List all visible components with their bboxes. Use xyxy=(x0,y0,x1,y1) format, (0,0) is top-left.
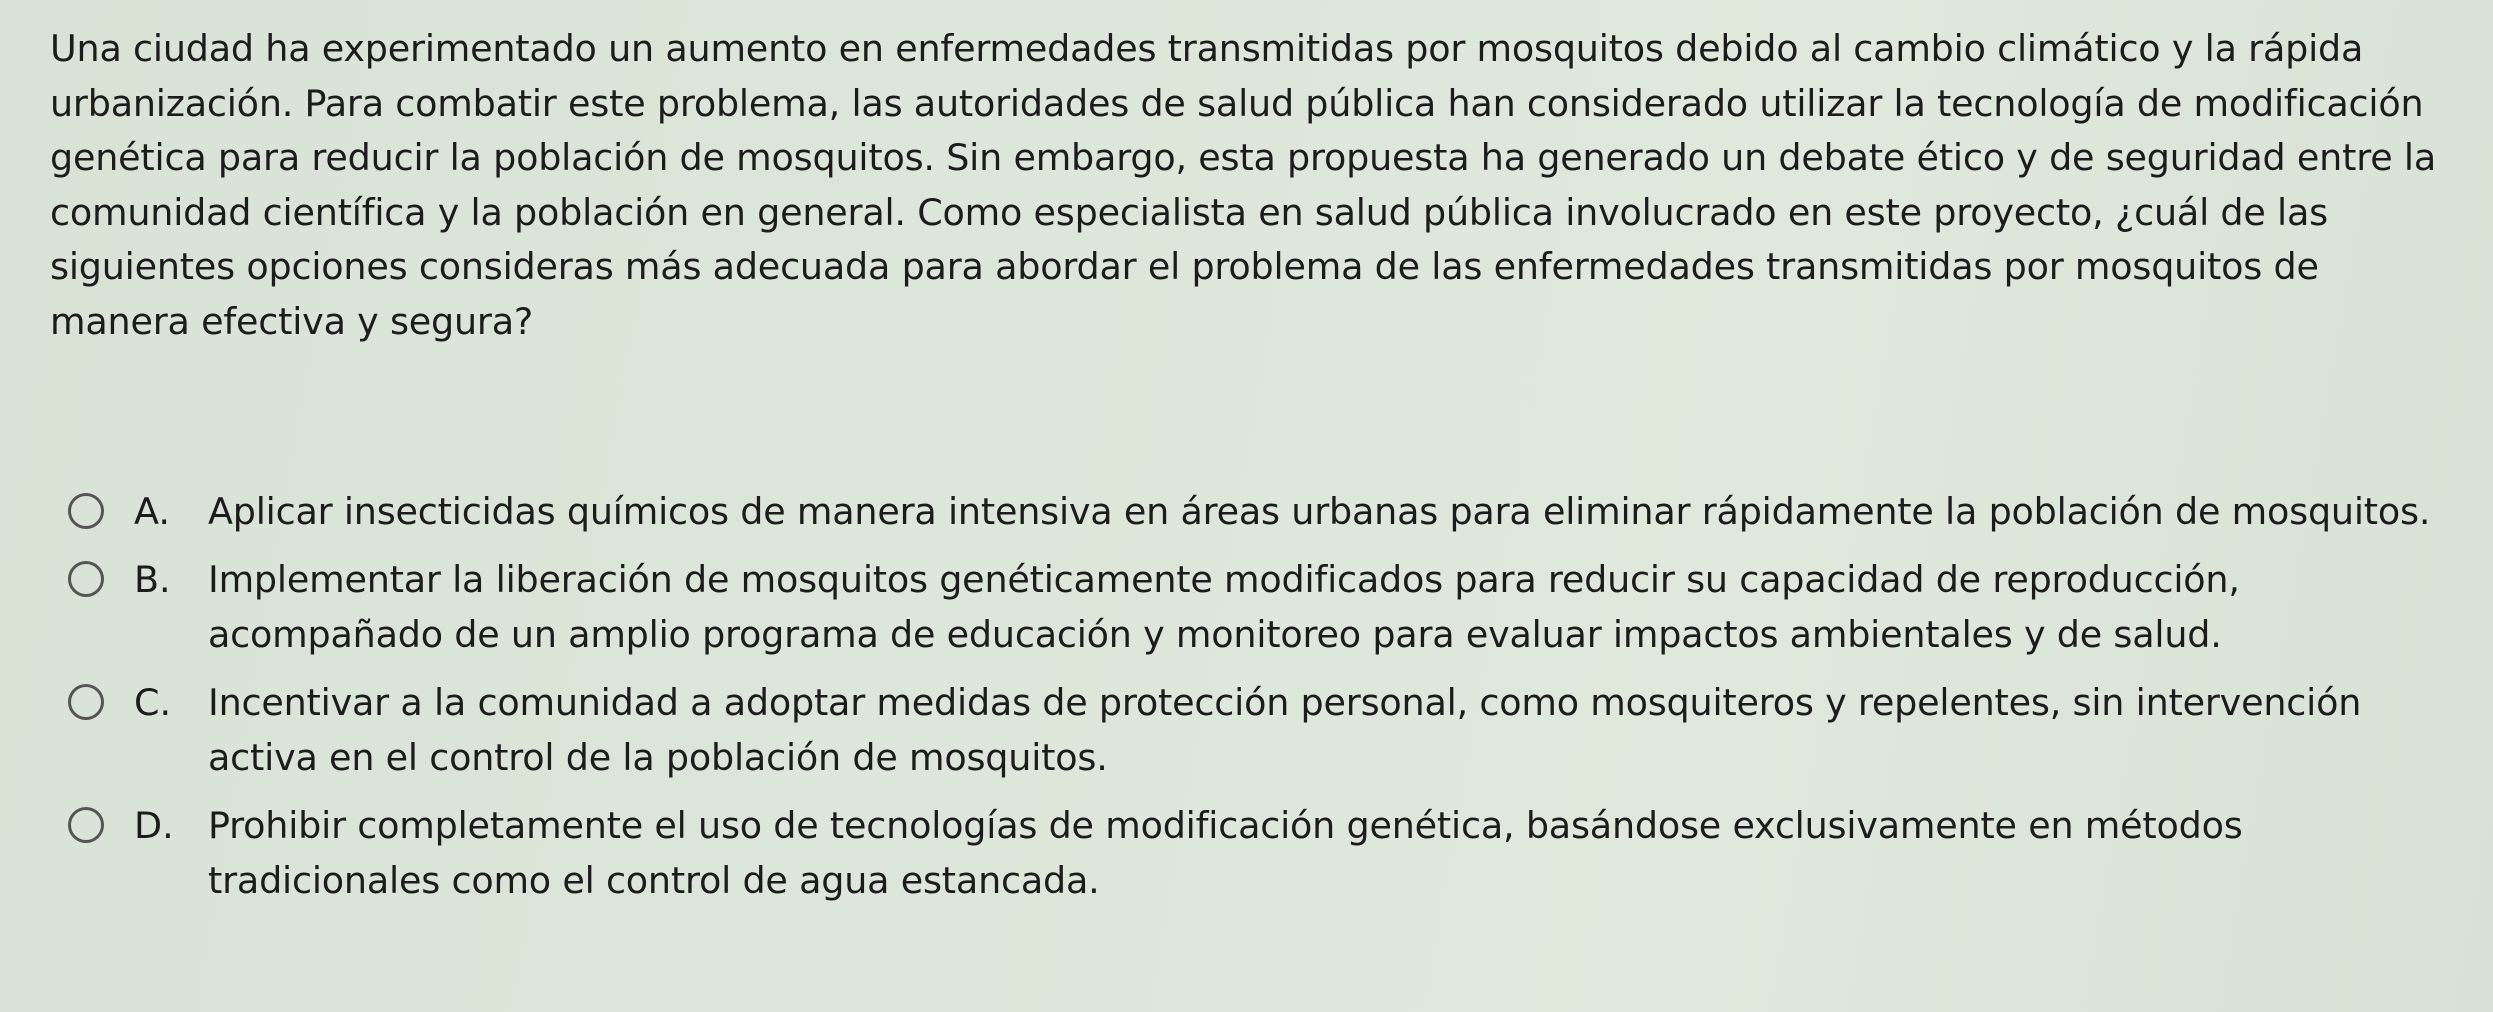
option-text: Incentivar a la comunidad a adoptar medidas de protección personal, como mosquiteros y repelentes, sin intervención activa en el control de la población de mosquitos. xyxy=(208,681,2362,779)
option-d[interactable] xyxy=(50,798,2470,908)
option-letter: C. xyxy=(134,681,172,724)
option-letter: D. xyxy=(134,804,174,847)
radio-button-a[interactable] xyxy=(68,493,104,529)
option-b[interactable] xyxy=(50,552,2470,662)
radio-button-c[interactable] xyxy=(68,684,104,720)
option-text: Aplicar insecticidas químicos de manera intensiva en áreas urbanas para eliminar rápidamente la población de mosquitos. xyxy=(208,490,2431,533)
option-letter: B. xyxy=(134,558,171,601)
quiz-container xyxy=(50,22,2470,902)
answer-options xyxy=(50,484,2470,921)
option-a[interactable] xyxy=(50,484,2470,539)
question-text: Una ciudad ha experimentado un aumento en enfermedades transmitidas por mosquitos debido al cambio climático y la rápida urbanización. Para combatir este problema, las autoridades de salud pública han considerado utilizar la tecnología de modificación genética para reducir la población de mosquitos. Sin embargo, esta propuesta ha generado un debate ético y de seguridad entre la comunidad científica y la población en general. Como especialista en salud pública involucrado en este proyecto, ¿cuál de las siguientes opciones consideras más adecuada para abordar el problema de las enfermedades transmitidas por mosquitos de manera efectiva y segura? xyxy=(50,27,2437,343)
option-c[interactable] xyxy=(50,675,2470,785)
radio-button-b[interactable] xyxy=(68,561,104,597)
option-text: Implementar la liberación de mosquitos genéticamente modificados para reducir su capacidad de reproducción, acompañado de un amplio programa de educación y monitoreo para evaluar impactos ambientales y de salud. xyxy=(208,558,2240,656)
option-letter: A. xyxy=(134,490,170,533)
radio-button-d[interactable] xyxy=(68,807,104,843)
option-text: Prohibir completamente el uso de tecnologías de modificación genética, basándose exclusivamente en métodos tradicionales como el control de agua estancada. xyxy=(208,804,2243,902)
